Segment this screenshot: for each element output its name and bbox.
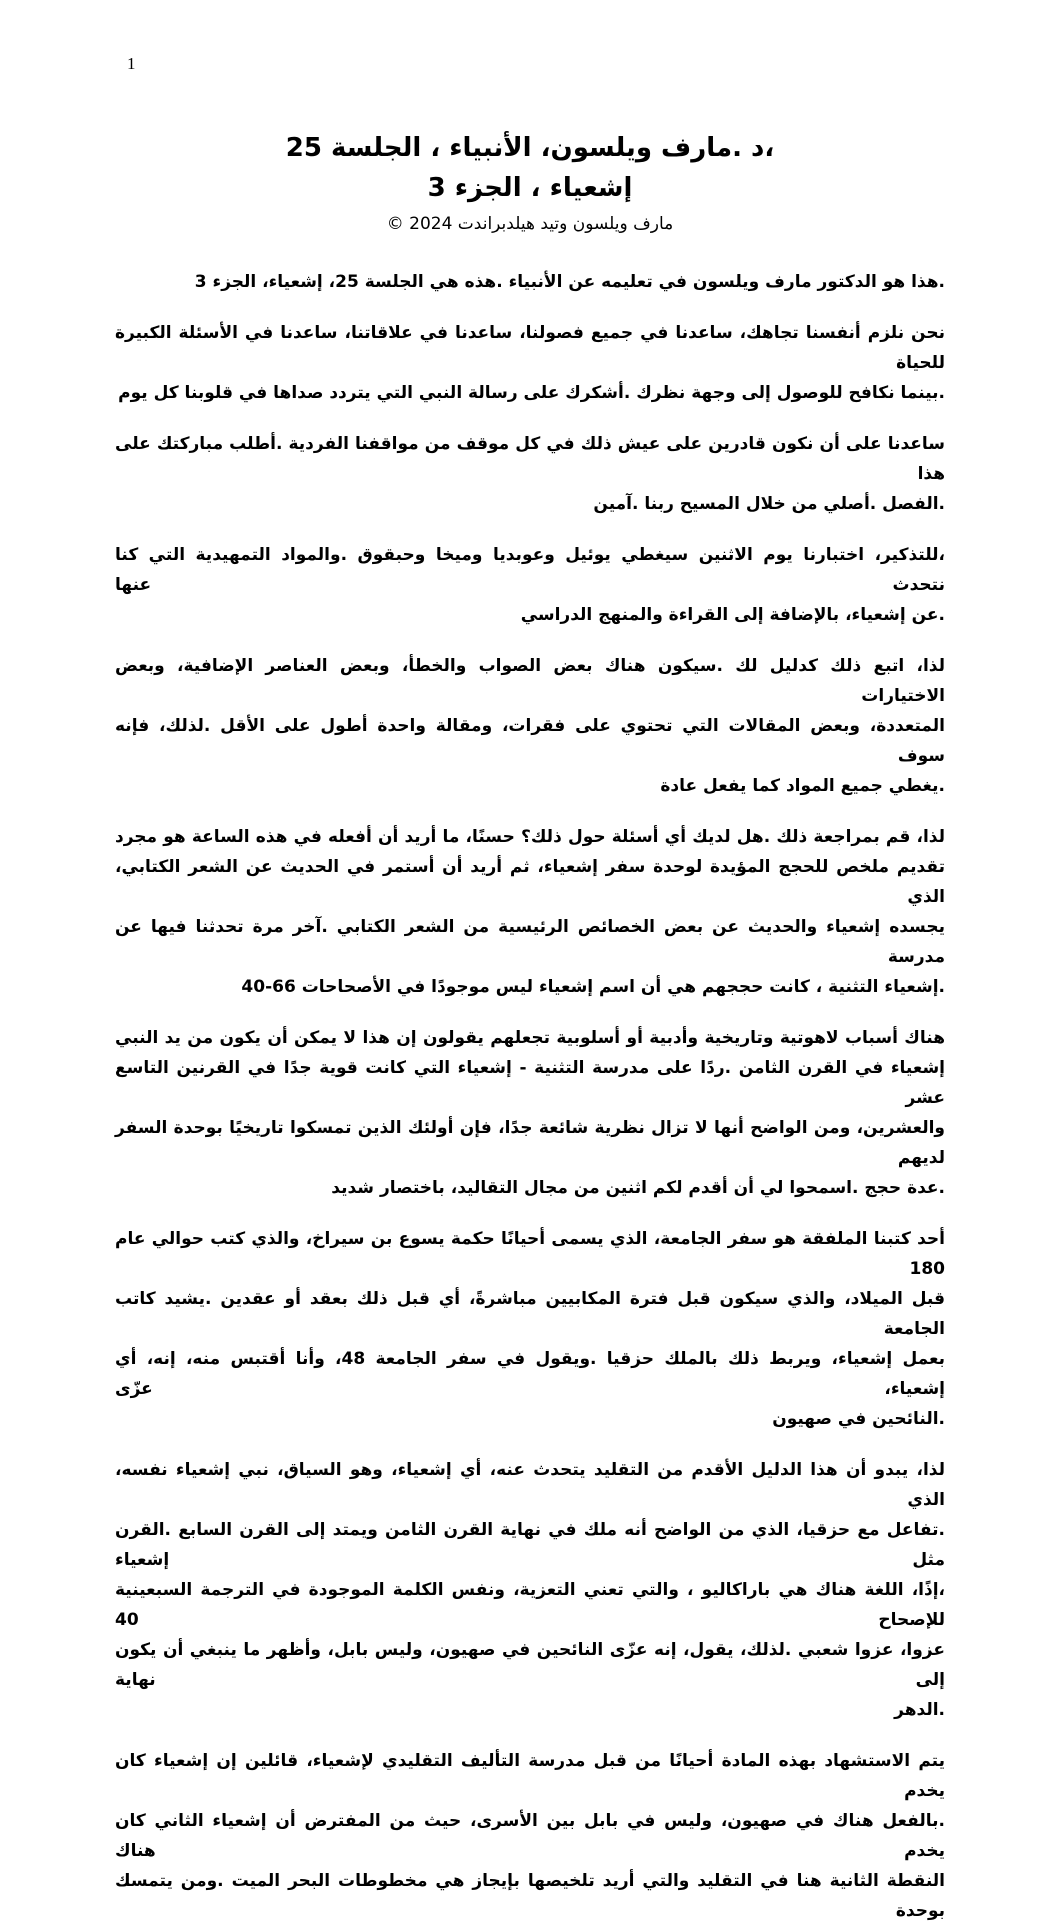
paragraph [115,1746,945,1926]
paragraph-line: .الدهر [894,1700,945,1720]
paragraph [115,540,945,630]
paragraph-line: .عن إشعياء، بالإضافة إلى القراءة والمنهج الدراسي [520,605,945,625]
paragraph-line: .الفصل .أصلي من خلال المسيح ربنا .آمين [593,494,945,514]
paragraph-line: .عدة حجج .اسمحوا لي أن أقدم لكم اثنين من مجال التقاليد، باختصار شديد [331,1178,945,1198]
title-block [115,128,945,239]
paragraph-line: .النائحين في صهيون [772,1409,945,1429]
paragraph-line: لذا، قم بمراجعة ذلك .هل لديك أي أسئلة حول ذلك؟ حسنًا، ما أريد أن أفعله في هذه الساعة هو مجرد [115,827,945,847]
paragraph-line: .بينما نكافح للوصول إلى وجهة نظرك .أشكرك على رسالة النبي التي يتردد صداها في قلوبنا كل يوم [118,383,945,403]
paragraph [115,822,945,1002]
paragraph [115,318,945,408]
paragraph-line: .بالفعل هناك في صهيون، وليس في بابل بين الأسرى، حيث من المفترض أن إشعياء الثاني كان يخدم هناك [115,1811,945,1861]
paragraph-line: عزوا، عزوا شعبي .لذلك، يقول، إنه عزّى النائحين في صهيون، وليس بابل، وأظهر ما ينبغي أن يكون إلى نهاية [115,1640,945,1690]
paragraph-line: تقديم ملخص للحجج المؤيدة لوحدة سفر إشعياء، ثم أريد أن أستمر في الحديث عن الشعر الكتابي، الذي [115,857,945,907]
paragraph-line: لذا، اتبع ذلك كدليل لك .سيكون هناك بعض الصواب والخطأ، وبعض العناصر الإضافية، وبعض الاختيارات [115,656,945,706]
paragraph-line: ،للتذكير، اختبارنا يوم الاثنين سيغطي يوئيل وعوبديا وميخا وحبقوق .والمواد التمهيدية التي كنا نتحدث عنها [115,545,945,595]
paragraph [115,1455,945,1725]
paragraph-line: يتم الاستشهاد بهذه المادة أحيانًا من قبل مدرسة التأليف التقليدي لإشعياء، قائلين إن إشعياء كان يخدم [115,1751,945,1801]
paragraph-line: .تفاعل مع حزقيا، الذي من الواضح أنه ملك في نهاية القرن الثامن ويمتد إلى القرن السابع .القرن مثل إشعياء [115,1520,945,1570]
paragraph-line: إشعياء في القرن الثامن .ردًا على مدرسة التثنية - إشعياء التي كانت قوية جدًا في القرنين التاسع عشر [115,1058,945,1108]
paragraph [115,429,945,519]
paragraph-line: والعشرين، ومن الواضح أنها لا تزال نظرية شائعة جدًا، فإن أولئك الذين تمسكوا تاريخيًا بوحدة السفر لديهم [115,1118,945,1168]
paragraph [115,267,945,297]
paragraph-line: .إشعياء التثنية ، كانت حججهم هي أن اسم إشعياء ليس موجودًا في الأصحاحات 66-40 [241,977,945,997]
paragraph-line: .يغطي جميع المواد كما يفعل عادة [660,776,945,796]
byline-copyright: مارف ويلسون وتيد هيلدبراندت 2024 © [386,214,674,234]
paragraph-line: بعمل إشعياء، ويربط ذلك بالملك حزقيا .ويقول في سفر الجامعة 48، وأنا أقتبس منه، إنه، أي إشعياء، عزّى [115,1349,945,1399]
paragraph [115,1023,945,1203]
paragraph-line: النقطة الثانية هنا في التقليد والتي أريد تلخيصها بإيجاز هي مخطوطات البحر الميت .ومن يتمسك بوحدة [115,1871,945,1921]
paragraph [115,1224,945,1434]
paragraph-line: قبل الميلاد، والذي سيكون قبل فترة المكابيين مباشرةً، أي قبل ذلك بعقد أو عقدين .يشيد كاتب الجامعة [115,1289,945,1339]
paragraph-line: لذا، يبدو أن هذا الدليل الأقدم من التقليد يتحدث عنه، أي إشعياء، وهو السياق، نبي إشعياء نفسه، الذي [115,1460,945,1510]
paragraph-line: المتعددة، وبعض المقالات التي تحتوي على فقرات، ومقالة واحدة أطول على الأقل .لذلك، فإنه سوف [115,716,945,766]
paragraph-line: ،إذًا، اللغة هناك هي باراكاليو ، والتي تعني التعزية، ونفس الكلمة الموجودة في الترجمة السبعينية للإصحاح 40 [115,1580,945,1630]
document-title-line-2: إشعياء ، الجزء 3 [427,173,633,203]
paragraph-line: .هذا هو الدكتور مارف ويلسون في تعليمه عن الأنبياء .هذه هي الجلسة 25، إشعياء، الجزء 3 [194,272,945,292]
paragraph-line: يجسده إشعياء والحديث عن بعض الخصائص الرئيسية من الشعر الكتابي .آخر مرة تحدثنا فيها عن مدرسة [115,917,945,967]
paragraph [115,651,945,801]
paragraph-line: نحن نلزم أنفسنا تجاهك، ساعدنا في جميع فصولنا، ساعدنا في علاقاتنا، ساعدنا في الأسئلة الكبيرة للحياة [115,323,945,373]
paragraph-line: هناك أسباب لاهوتية وتاريخية وأدبية أو أسلوبية تجعلهم يقولون إن هذا لا يمكن أن يكون من يد النبي [115,1028,945,1048]
document-title-line-1: ،د .مارف ويلسون، الأنبياء ، الجلسة 25 [285,133,775,163]
document-body [115,267,945,1926]
paragraph-line: ساعدنا على أن نكون قادرين على عيش ذلك في كل موقف من مواقفنا الفردية .أطلب مباركتك على هذا [115,434,945,484]
page-number: 1 [127,54,136,73]
paragraph-line: أحد كتبنا الملفقة هو سفر الجامعة، الذي يسمى أحيانًا حكمة يسوع بن سيراخ، والذي كتب حوالي عام 180 [115,1229,945,1279]
